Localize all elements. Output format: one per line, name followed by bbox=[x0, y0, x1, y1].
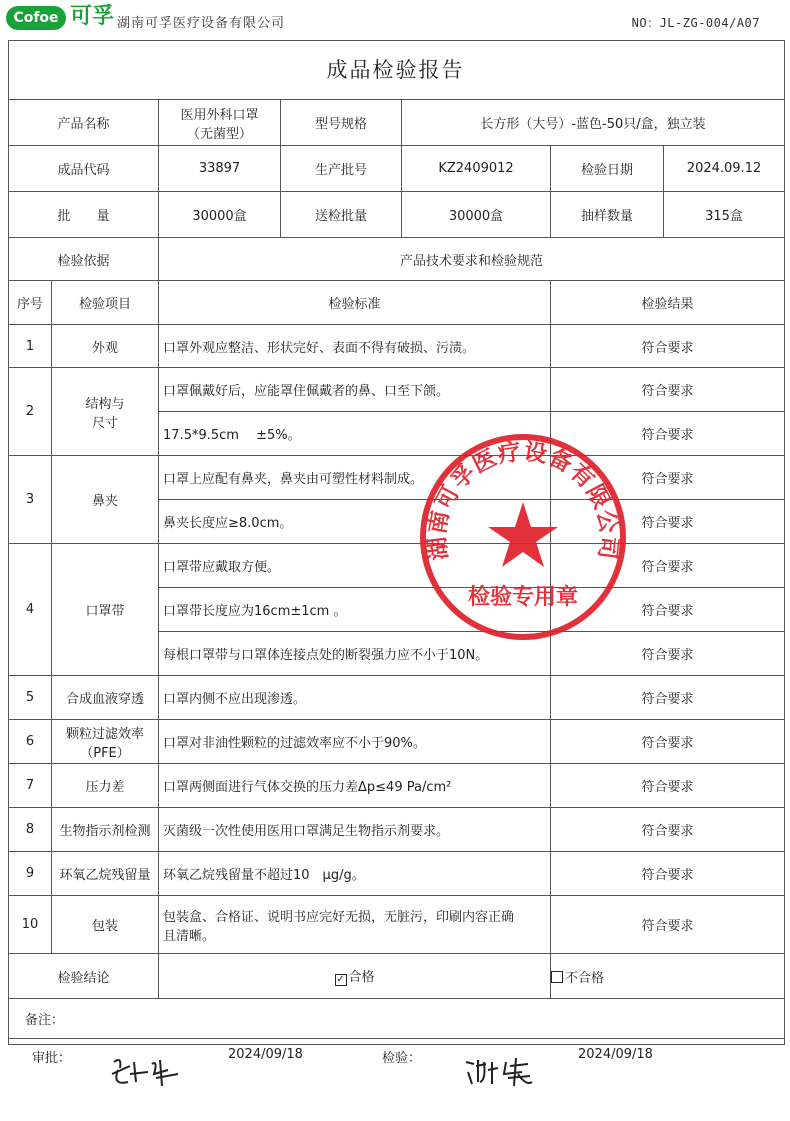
fail-label: 不合格 bbox=[565, 970, 605, 986]
inspection-stamp bbox=[418, 432, 628, 642]
conclusion-label: 检验结论 bbox=[9, 954, 159, 999]
batch-value: KZ2409012 bbox=[402, 146, 551, 192]
row-result: 符合要求 bbox=[551, 896, 785, 954]
table-row bbox=[9, 764, 785, 808]
row-standard: 口罩内侧不应出现渗透。 bbox=[159, 676, 551, 720]
row-item: 压力差 bbox=[52, 764, 159, 808]
product-name-label: 产品名称 bbox=[9, 100, 159, 146]
table-row bbox=[9, 852, 785, 896]
row-standard: 口罩上应配有鼻夹，鼻夹由可塑性材料制成。 bbox=[159, 456, 551, 500]
product-name-value: 医用外科口罩 （无菌型） bbox=[159, 100, 281, 146]
row-no: 2 bbox=[9, 368, 52, 456]
row-result: 符合要求 bbox=[551, 368, 785, 412]
row-item: 外观 bbox=[52, 325, 159, 368]
inspector-signature bbox=[462, 1052, 537, 1090]
row-item: 合成血液穿透 bbox=[52, 676, 159, 720]
table-row bbox=[9, 896, 785, 954]
row-item: 颗粒过滤效率 （PFE） bbox=[52, 720, 159, 764]
row-standard: 口罩对非油性颗粒的过滤效率应不小于90%。 bbox=[159, 720, 551, 764]
row-result: 符合要求 bbox=[551, 808, 785, 852]
row-item: 环氧乙烷残留量 bbox=[52, 852, 159, 896]
row-result: 符合要求 bbox=[551, 720, 785, 764]
row-no: 3 bbox=[9, 456, 52, 544]
approve-label: 审批： bbox=[32, 1051, 72, 1066]
approver-signature bbox=[108, 1052, 183, 1090]
row-standard: 环氧乙烷残留量不超过10 μg/g。 bbox=[159, 852, 551, 896]
row-standard: 口罩两侧面进行气体交换的压力差Δp≤49 Pa/cm² bbox=[159, 764, 551, 808]
row-standard: 灭菌级一次性使用医用口罩满足生物指示剂要求。 bbox=[159, 808, 551, 852]
brand-logo: Cofoe bbox=[6, 6, 66, 30]
row-standard: 17.5*9.5cm ±5%。 bbox=[159, 412, 551, 456]
row-item: 口罩带 bbox=[52, 544, 159, 676]
date-value: 2024.09.12 bbox=[664, 146, 785, 192]
row-result: 符合要求 bbox=[551, 632, 785, 676]
table-row bbox=[9, 676, 785, 720]
lot-value: 30000盒 bbox=[159, 192, 281, 238]
report-title: 成品检验报告 bbox=[326, 58, 465, 82]
conclusion-row bbox=[9, 954, 785, 999]
signoff-area bbox=[0, 1044, 790, 1121]
row-standard: 口罩带应戴取方便。 bbox=[159, 544, 551, 588]
row-standard: 鼻夹长度应≥8.0cm。 bbox=[159, 500, 551, 544]
sent-value: 30000盒 bbox=[402, 192, 551, 238]
page-header bbox=[0, 0, 790, 42]
row-result: 符合要求 bbox=[551, 764, 785, 808]
row-no: 4 bbox=[9, 544, 52, 676]
date-label: 检验日期 bbox=[551, 146, 664, 192]
row-standard: 口罩带长度应为16cm±1cm 。 bbox=[159, 588, 551, 632]
col-result-header: 检验结果 bbox=[551, 281, 785, 325]
row-item: 包装 bbox=[52, 896, 159, 954]
row-result: 符合要求 bbox=[551, 325, 785, 368]
col-standard-header: 检验标准 bbox=[159, 281, 551, 325]
brand-logo-cn: 可孚 bbox=[70, 4, 115, 29]
pass-checkbox[interactable]: ✓ bbox=[336, 974, 345, 985]
row-result: 符合要求 bbox=[551, 544, 785, 588]
row-no: 9 bbox=[9, 852, 52, 896]
col-item-header: 检验项目 bbox=[52, 281, 159, 325]
stamp-sub-text: 检验专用章 bbox=[467, 585, 579, 610]
notes-row bbox=[9, 999, 785, 1039]
lot-label: 批 量 bbox=[9, 192, 159, 238]
model-label: 型号规格 bbox=[281, 100, 402, 146]
row-standard: 每根口罩带与口罩体连接点处的断裂强力应不小于10N。 bbox=[159, 632, 551, 676]
row-no: 6 bbox=[9, 720, 52, 764]
approve-date: 2024/09/18 bbox=[228, 1047, 303, 1062]
batch-label: 生产批号 bbox=[281, 146, 402, 192]
pass-label: 合格 bbox=[348, 970, 375, 985]
row-standard: 口罩佩戴好后，应能罩住佩戴者的鼻、口至下颌。 bbox=[159, 368, 551, 412]
report-table bbox=[8, 99, 785, 1039]
row-item: 鼻夹 bbox=[52, 456, 159, 544]
model-value: 长方形（大号）-蓝色-50只/盒，独立装 bbox=[402, 100, 785, 146]
row-item: 生物指示剂检测 bbox=[52, 808, 159, 852]
sample-value: 315盒 bbox=[664, 192, 785, 238]
notes-label: 备注： bbox=[9, 999, 785, 1039]
stamp-star-icon bbox=[488, 502, 558, 567]
code-value: 33897 bbox=[159, 146, 281, 192]
stamp-company-text: 湖南可孚医疗设备有限公司 bbox=[424, 438, 622, 562]
fail-checkbox[interactable] bbox=[551, 971, 563, 983]
table-row bbox=[9, 456, 785, 500]
company-name: 湖南可孚医疗设备有限公司 bbox=[117, 16, 286, 31]
row-standard: 包装盒、合格证、说明书应完好无损，无脏污，印刷内容正确 且清晰。 bbox=[159, 896, 551, 954]
row-no: 7 bbox=[9, 764, 52, 808]
table-row bbox=[9, 325, 785, 368]
basis-value: 产品技术要求和检验规范 bbox=[159, 238, 785, 281]
row-result: 符合要求 bbox=[551, 412, 785, 456]
table-row bbox=[9, 720, 785, 764]
table-row bbox=[9, 368, 785, 412]
row-no: 8 bbox=[9, 808, 52, 852]
fail-option[interactable] bbox=[551, 954, 785, 999]
row-no: 10 bbox=[9, 896, 52, 954]
code-label: 成品代码 bbox=[9, 146, 159, 192]
col-no-header: 序号 bbox=[9, 281, 52, 325]
row-result: 符合要求 bbox=[551, 852, 785, 896]
inspect-label: 检验： bbox=[382, 1051, 422, 1066]
row-no: 1 bbox=[9, 325, 52, 368]
row-result: 符合要求 bbox=[551, 456, 785, 500]
table-row bbox=[9, 808, 785, 852]
row-no: 5 bbox=[9, 676, 52, 720]
document-number: NO：JL-ZG-004/A07 bbox=[631, 16, 760, 30]
sent-label: 送检批量 bbox=[281, 192, 402, 238]
row-result: 符合要求 bbox=[551, 676, 785, 720]
table-row bbox=[9, 544, 785, 588]
row-result: 符合要求 bbox=[551, 588, 785, 632]
sample-label: 抽样数量 bbox=[551, 192, 664, 238]
row-standard: 口罩外观应整洁、形状完好、表面不得有破损、污渍。 bbox=[159, 325, 551, 368]
basis-label: 检验依据 bbox=[9, 238, 159, 281]
inspect-date: 2024/09/18 bbox=[578, 1047, 653, 1062]
row-item: 结构与 尺寸 bbox=[52, 368, 159, 456]
pass-option[interactable] bbox=[159, 954, 551, 999]
row-result: 符合要求 bbox=[551, 500, 785, 544]
